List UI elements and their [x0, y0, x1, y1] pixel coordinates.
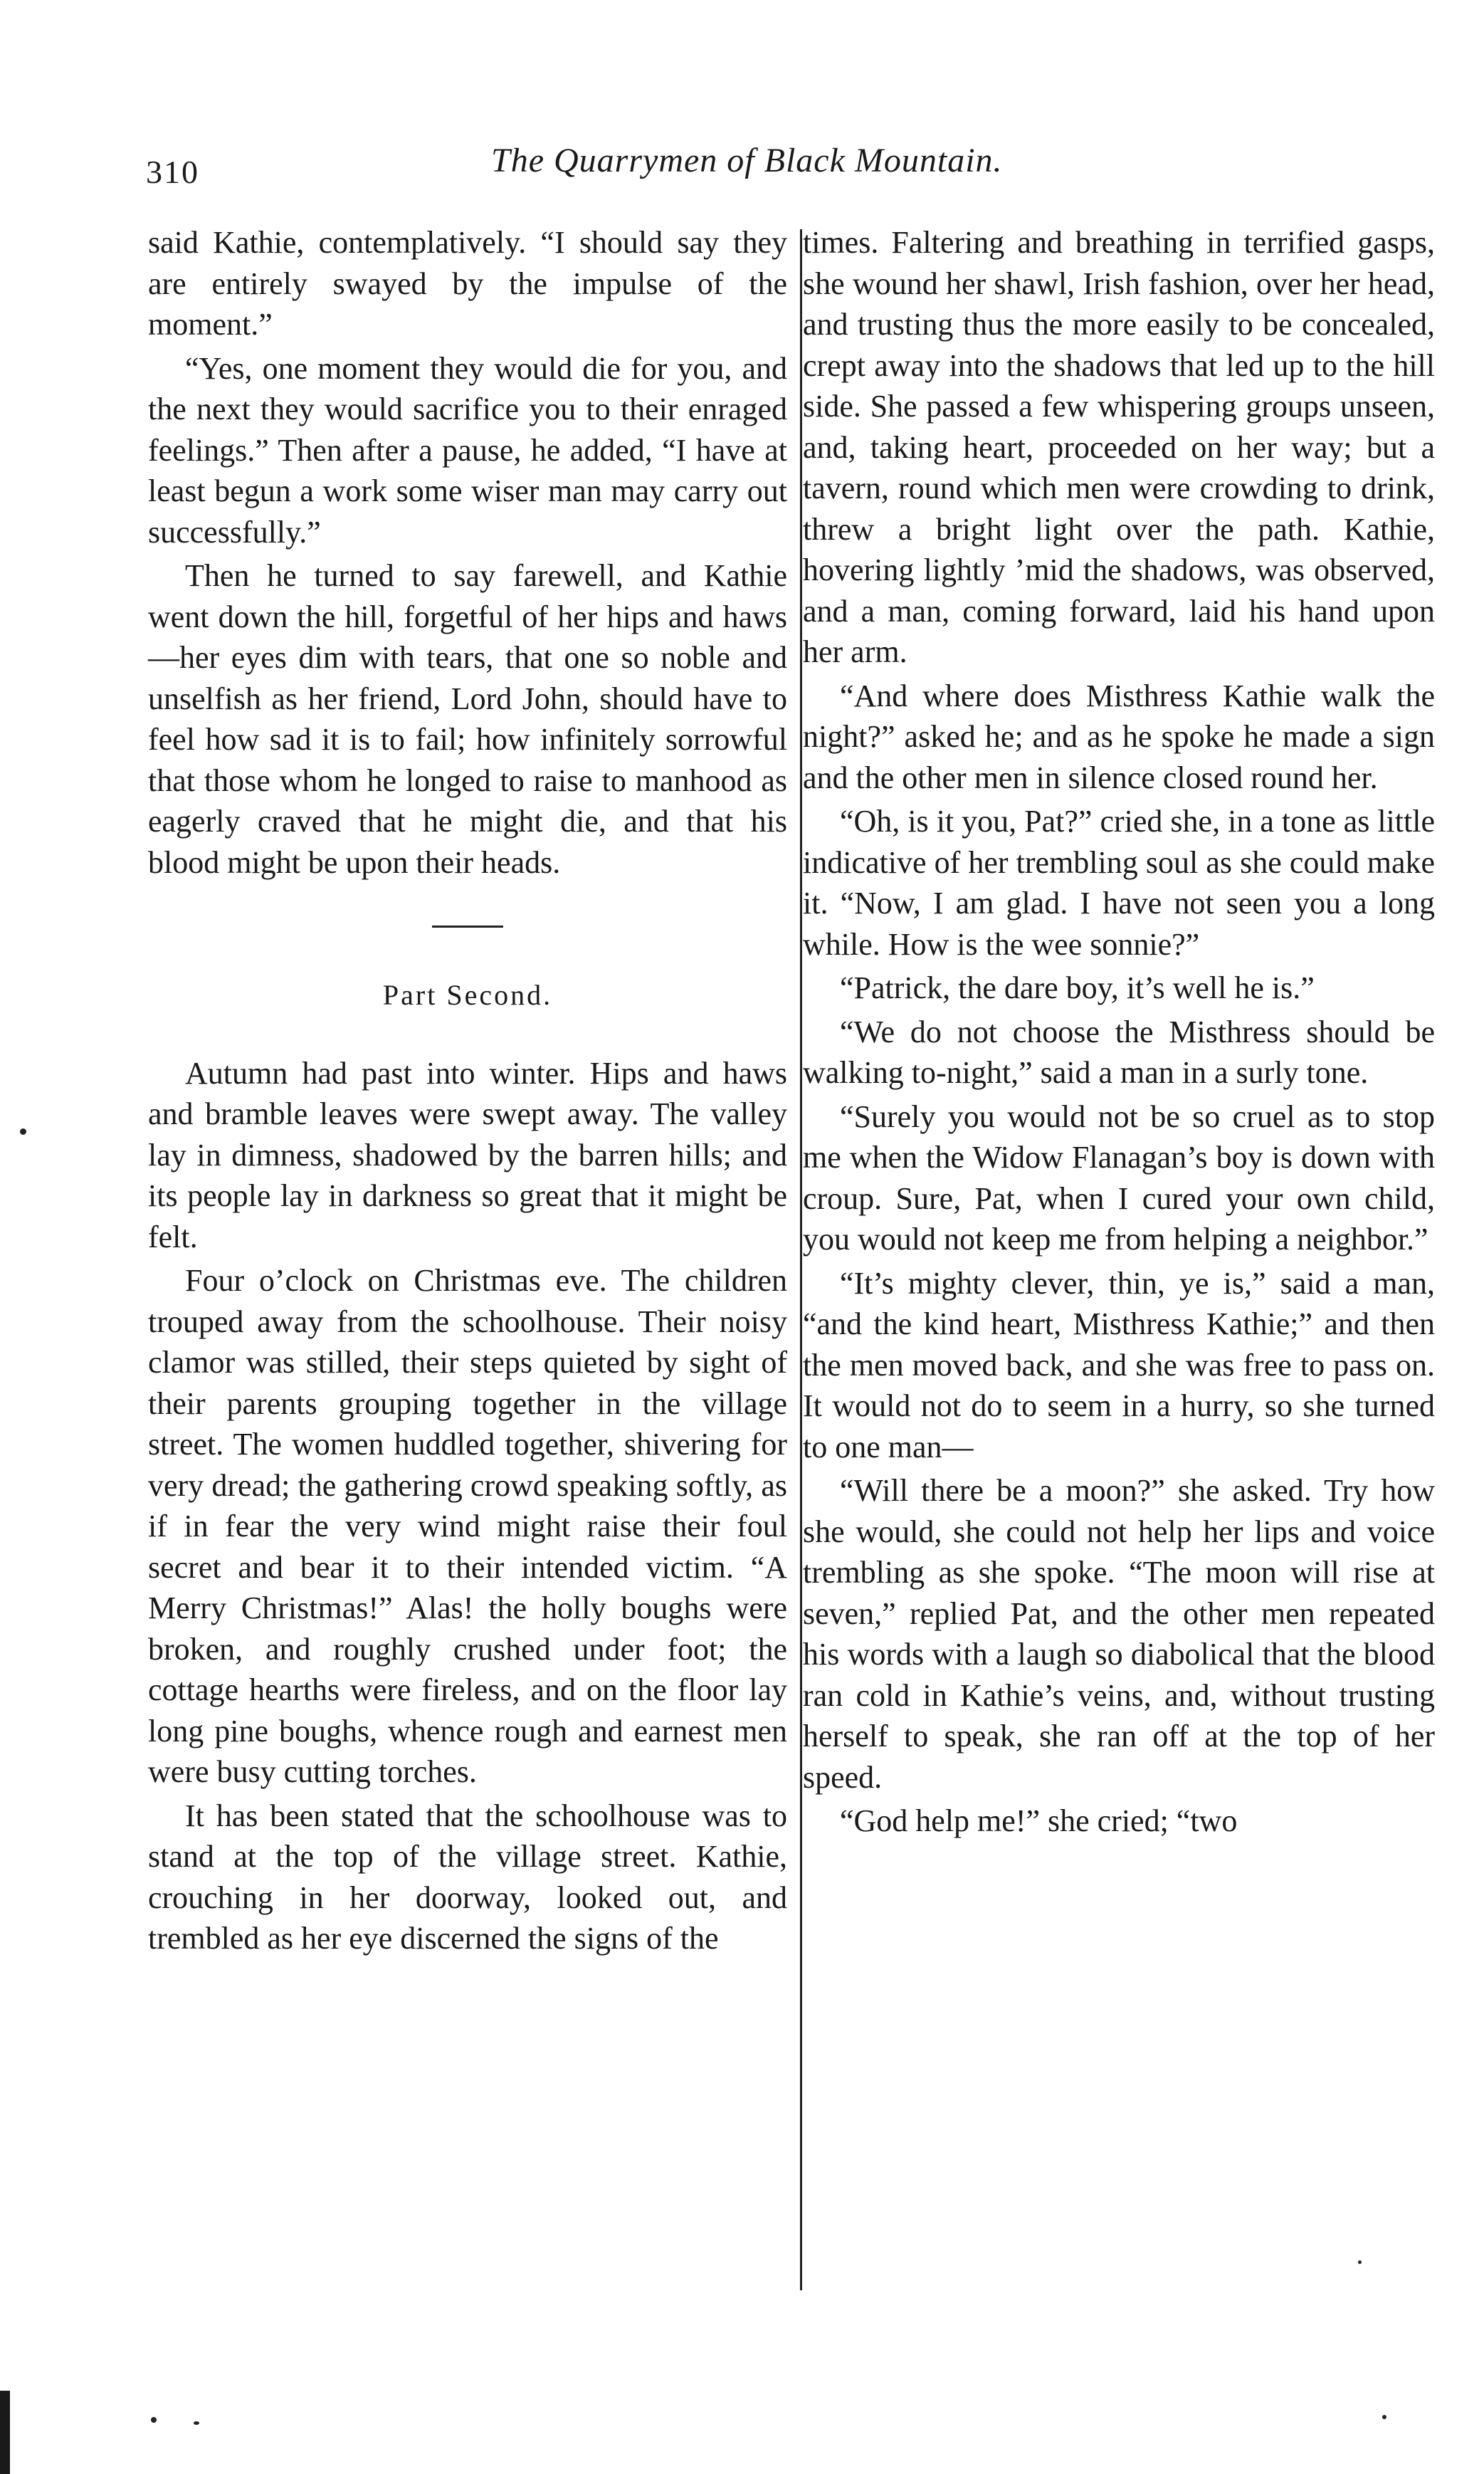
running-title: The Quarrymen of Black Mountain. — [491, 142, 1003, 179]
left-paragraph-1: said Kathie, contemplatively. “I should say they are entirely swayed by the impulse of the moment.” — [148, 225, 787, 342]
scan-speck — [194, 2421, 199, 2425]
page-number: 310 — [146, 154, 199, 190]
left-paragraph-6: It has been stated that the schoolhouse was to stand at the top of the village street. Kathie, crouching in her doorway, looked out, and trembled as her eye discerned the signs of the — [148, 1798, 787, 1956]
left-paragraph-2: “Yes, one moment they would die for you, and the next they would sacrifice you to their enraged feelings.” Then after a pause, he added, “I have at least begun a work some wiser man may carry out successfully.” — [148, 350, 787, 550]
right-paragraph-2: “And where does Misthress Kathie walk the night?” asked he; and as he spoke he made a sign and the other men in silence closed round her. — [803, 678, 1435, 795]
section-heading: Part Second. — [382, 979, 553, 1011]
right-paragraph-1: times. Faltering and breathing in terrified gasps, she wound her shawl, Irish fashion, over her head, and trusting thus the more easily to be concealed, crept away into the shadows that led up to the hill side. She passed a few whispering groups unseen, and, taking heart, proceeded on her way; but a tavern, round which men were crowding to drink, threw a bright light over the path. Kathie, hovering lightly ’mid the shadows, was observed, and a man, coming forward, laid his hand upon her arm. — [803, 225, 1435, 669]
scan-speck — [20, 1128, 26, 1135]
scan-speck — [1358, 2260, 1362, 2264]
left-paragraph-5: Four o’clock on Christmas eve. The children trouped away from the schoolhouse. Their noisy clamor was stilled, their steps quieted by sight of their parents grouping together in the village street. The women huddled together, shivering for very dread; the gathering crowd speaking softly, as if in fear the very wind might raise their foul secret and bear it to their intended victim. “A Merry Christmas!” Alas! the holly boughs were broken, and roughly crushed under foot; the cottage hearths were fireless, and on the floor lay long pine boughs, whence rough and earnest men were busy cutting torches. — [148, 1263, 787, 1789]
binding-edge-mark — [0, 2391, 10, 2474]
right-paragraph-3: “Oh, is it you, Pat?” cried she, in a tone as little indicative of her trembling soul as she could make it. “Now, I am glad. I have not seen you a long while. How is the wee sonnie?” — [803, 804, 1435, 962]
right-paragraph-6: “Surely you would not be so cruel as to stop me when the Widow Flanagan’s boy is down with croup. Sure, Pat, when I cured your own child, you would not keep me from helping a neighbor.” — [803, 1099, 1435, 1257]
column-divider-rule — [800, 229, 802, 2290]
right-paragraph-4: “Patrick, the dare boy, it’s well he is.” — [840, 970, 1315, 1005]
right-paragraph-7: “It’s mighty clever, thin, ye is,” said a man, “and the kind heart, Misthress Kathie;” and then the men moved back, and she was free to pass on. It would not do to seem in a hurry, so she turned to one man— — [803, 1265, 1435, 1464]
right-paragraph-9: “God help me!” she cried; “two — [840, 1803, 1238, 1838]
section-divider-rule — [432, 926, 503, 928]
scan-speck — [1382, 2415, 1386, 2419]
left-paragraph-3: Then he turned to say farewell, and Kathie went down the hill, forgetful of her hips and haws—her eyes dim with tears, that one so noble and unselfish as her friend, Lord John, should have to feel how sad it is to fail; how infinitely sorrowful that those whom he longed to raise to manhood as eagerly craved that he might die, and that his blood might be upon their heads. — [148, 558, 787, 880]
scan-speck — [151, 2417, 157, 2423]
right-paragraph-5: “We do not choose the Misthress should be walking to-night,” said a man in a surly tone. — [803, 1014, 1435, 1090]
right-paragraph-8: “Will there be a moon?” she asked. Try how she would, she could not help her lips and voice trembling as she spoke. “The moon will rise at seven,” replied Pat, and the other men repeated his words with a laugh so diabolical that the blood ran cold in Kathie’s veins, and, without trusting herself to speak, she ran off at the top of her speed. — [803, 1473, 1435, 1795]
right-column — [803, 222, 1435, 1845]
left-paragraph-4: Autumn had past into winter. Hips and haws and bramble leaves were swept away. The valley lay in dimness, shadowed by the barren hills; and its people lay in darkness so great that it might be felt. — [148, 1055, 787, 1254]
left-column — [148, 222, 787, 1962]
